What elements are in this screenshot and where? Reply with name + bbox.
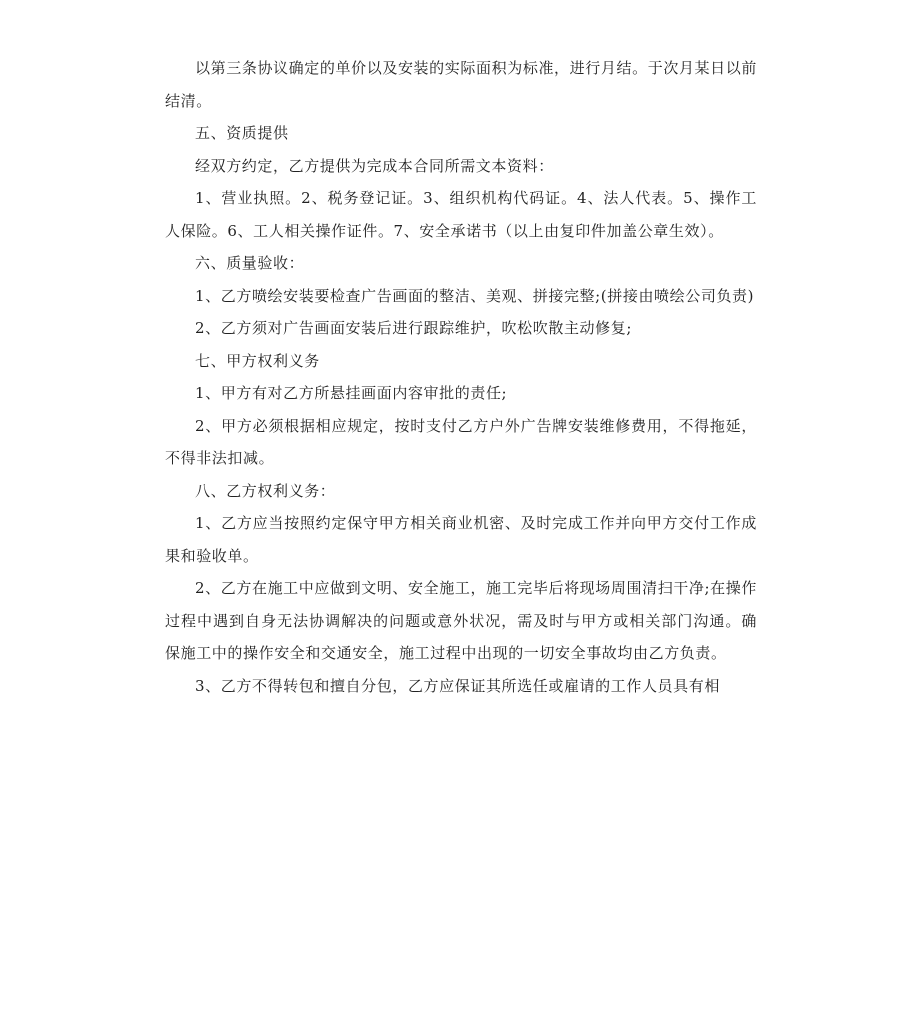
paragraph-qualification-list: 1、营业执照。2、税务登记证。3、组织机构代码证。4、法人代表。5、操作工人保险。6、工人相关操作证件。7、安全承诺书（以上由复印件加盖公章生效）。 bbox=[165, 189, 757, 240]
paragraph-party-a-item-2: 2、甲方必须根据相应规定，按时支付乙方户外广告牌安装维修费用，不得拖延，不得非法扣减。 bbox=[165, 416, 757, 467]
paragraph-party-b-item-3: 3、乙方不得转包和擅自分包，乙方应保证其所选任或雇请的工作人员具有相 bbox=[195, 676, 720, 695]
paragraph-quality-item-2: 2、乙方须对广告画面安装后进行跟踪维护，吹松吹散主动修复; bbox=[195, 319, 632, 337]
paragraph-party-a-item-1: 1、甲方有对乙方所悬挂画面内容审批的责任; bbox=[195, 384, 508, 402]
section-heading-party-a-rights: 七、甲方权利义务 bbox=[195, 351, 320, 370]
paragraph-party-b-item-2: 2、乙方在施工中应做到文明、安全施工，施工完毕后将现场周围清扫干净;在操作过程中遇到自身无法协调解决的问题或意外状况，需及时与甲方或相关部门沟通。确保施工中的操作安全和交通安全，施工过程中出现的一切安全事故均由乙方负责。 bbox=[165, 579, 757, 662]
document-body bbox=[165, 52, 757, 702]
paragraph-party-b-item-1: 1、乙方应当按照约定保守甲方相关商业机密、及时完成工作并向甲方交付工作成果和验收单。 bbox=[165, 514, 757, 565]
section-heading-qualification: 五、资质提供 bbox=[195, 124, 289, 142]
paragraph-quality-item-1: 1、乙方喷绘安装要检查广告画面的整洁、美观、拼接完整;(拼接由喷绘公司负责) bbox=[195, 286, 755, 305]
paragraph-settlement-terms: 以第三条协议确定的单价以及安装的实际面积为标准，进行月结。于次月某日以前结清。 bbox=[165, 59, 757, 110]
paragraph-qualification-intro: 经双方约定，乙方提供为完成本合同所需文本资料： bbox=[195, 156, 554, 175]
section-heading-party-b-rights: 八、乙方权利义务： bbox=[195, 481, 336, 500]
section-heading-quality-acceptance: 六、质量验收： bbox=[195, 254, 305, 272]
